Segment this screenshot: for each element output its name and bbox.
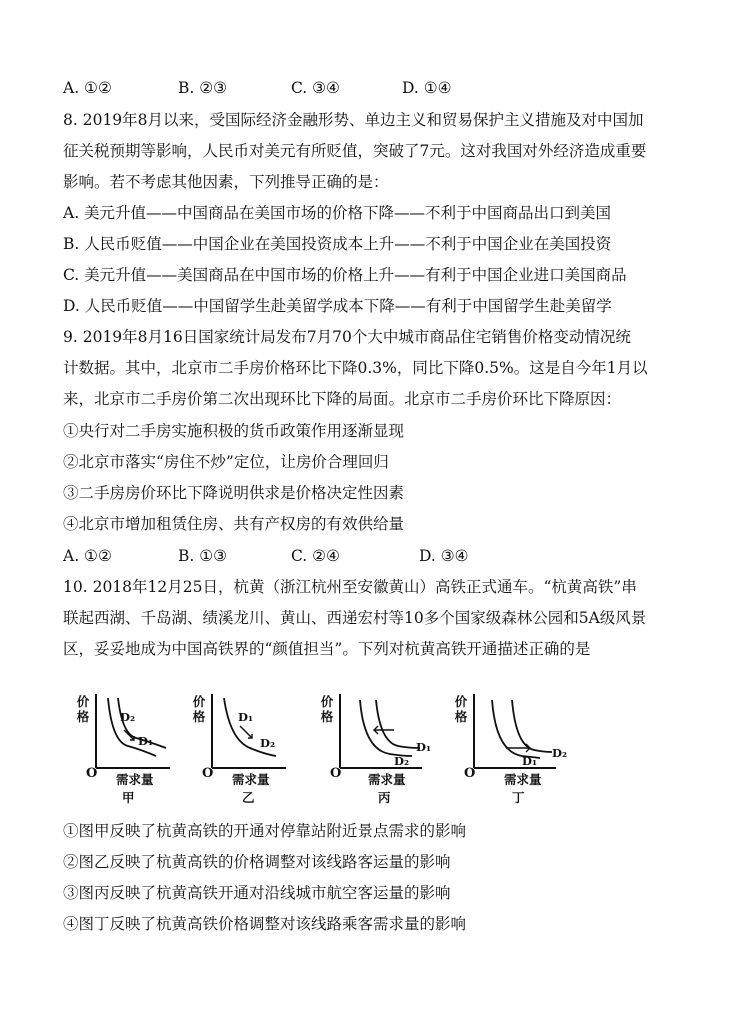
graph-jia-origin: O (86, 766, 98, 781)
demand-graphs (70, 690, 630, 810)
q10-stem-line-3: 区，妥妥地成为中国高铁界的“颜值担当”。下列对杭黄高铁开通描述正确的是 (63, 640, 591, 658)
q9-option-c: C. ②④ (291, 547, 340, 565)
graph-ding-ylabel: 价格 (454, 694, 468, 724)
q9-stem-line-2: 计数据。其中，北京市二手房价格环比下降0.3%，同比下降0.5%。这是自今年1月以 (63, 359, 648, 377)
q7-option-c: C. ③④ (291, 79, 340, 97)
q10-item-2: ②图乙反映了杭黄高铁的价格调整对该线路客运量的影响 (63, 853, 451, 871)
q10-stem-line-2: 联起西湖、千岛湖、绩溪龙川、黄山、西递宏村等10多个国家级森林公园和5A级风景 (63, 609, 647, 627)
graph-ding-curve-label-1: D₁ (522, 754, 538, 768)
q8-option-d: D. 人民币贬值——中国留学生赴美留学成本下降——有利于中国留学生赴美留学 (63, 297, 612, 315)
graph-bing-ylabel: 价格 (320, 694, 334, 724)
q10-stem-line-1: 10. 2018年12月25日，杭黄（浙江杭州至安徽黄山）高铁正式通车。“杭黄高铁”串 (63, 578, 637, 596)
graph-jia-curve-label-1: D₂ (120, 710, 136, 724)
graph-ding-xlabel: 需求量 (504, 772, 542, 787)
q10-item-3: ③图丙反映了杭黄高铁开通对沿线城市航空客运量的影响 (63, 884, 451, 902)
q8-option-a: A. 美元升值——中国商品在美国市场的价格下降——不利于中国商品出口到美国 (63, 204, 612, 222)
q8-stem-line-2: 征关税预期等影响，人民币对美元有所贬值，突破了7元。这对我国对外经济造成重要 (63, 142, 647, 160)
q9-stem-line-1: 9. 2019年8月16日国家统计局发布7月70个大中城市商品住宅销售价格变动情况统 (63, 328, 631, 346)
graph-ding-name: 丁 (512, 790, 525, 805)
q9-option-d: D. ③④ (419, 547, 469, 565)
graph-yi-xlabel: 需求量 (232, 772, 270, 787)
q9-stem-line-3: 来，北京市二手房价第二次出现环比下降的局面。北京市二手房价环比下降原因： (63, 390, 622, 408)
q9-item-2: ②北京市落实“房住不炒”定位，让房价合理回归 (63, 453, 389, 471)
q7-option-a: A. ①② (63, 79, 112, 97)
graph-bing-curve-label-2: D₂ (394, 754, 410, 768)
q8-option-b: B. 人民币贬值——中国企业在美国投资成本上升——不利于中国企业在美国投资 (63, 235, 612, 253)
graph-ding (448, 690, 568, 810)
graph-yi-origin: O (202, 766, 214, 781)
q8-stem-line-1: 8. 2019年8月以来，受国际经济金融形势、单边主义和贸易保护主义措施及对中国加 (63, 111, 644, 129)
graph-jia-ylabel: 价格 (76, 694, 90, 724)
graph-jia-xlabel: 需求量 (116, 772, 154, 787)
graph-yi-curve-label-1: D₁ (238, 710, 254, 724)
graph-jia (70, 690, 180, 810)
graph-yi-name: 乙 (242, 790, 255, 805)
q9-option-a: A. ①② (63, 547, 112, 565)
q10-item-4: ④图丁反映了杭黄高铁价格调整对该线路乘客需求量的影响 (63, 915, 467, 933)
q8-stem-line-3: 影响。若不考虑其他因素，下列推导正确的是： (63, 173, 389, 191)
graph-yi-curve-label-2: D₂ (260, 736, 276, 750)
q9-option-b: B. ①③ (178, 547, 228, 565)
q7-option-d: D. ①④ (402, 79, 452, 97)
graph-ding-origin: O (464, 766, 476, 781)
q9-item-3: ③二手房房价环比下降说明供求是价格决定性因素 (63, 484, 405, 502)
q9-item-4: ④北京市增加租赁住房、共有产权房的有效供给量 (63, 515, 405, 533)
graph-bing-name: 丙 (378, 790, 391, 805)
q8-option-c: C. 美元升值——美国商品在中国市场的价格上升——有利于中国企业进口美国商品 (63, 266, 627, 284)
graph-bing-xlabel: 需求量 (368, 772, 406, 787)
q7-option-b: B. ②③ (178, 79, 228, 97)
graph-jia-curve-label-2: D₁ (138, 734, 154, 748)
q9-item-1: ①央行对二手房实施积极的货币政策作用逐渐显现 (63, 422, 405, 440)
graph-bing-origin: O (330, 766, 342, 781)
graph-bing-curve-label-1: D₁ (416, 740, 432, 754)
graph-bing (314, 690, 432, 810)
graph-jia-name: 甲 (122, 790, 135, 805)
graph-ding-curve-label-2: D₂ (552, 746, 568, 760)
q10-item-1: ①图甲反映了杭黄高铁的开通对停靠站附近景点需求的影响 (63, 822, 467, 840)
graph-yi-ylabel: 价格 (192, 694, 206, 724)
graph-yi (186, 690, 296, 810)
